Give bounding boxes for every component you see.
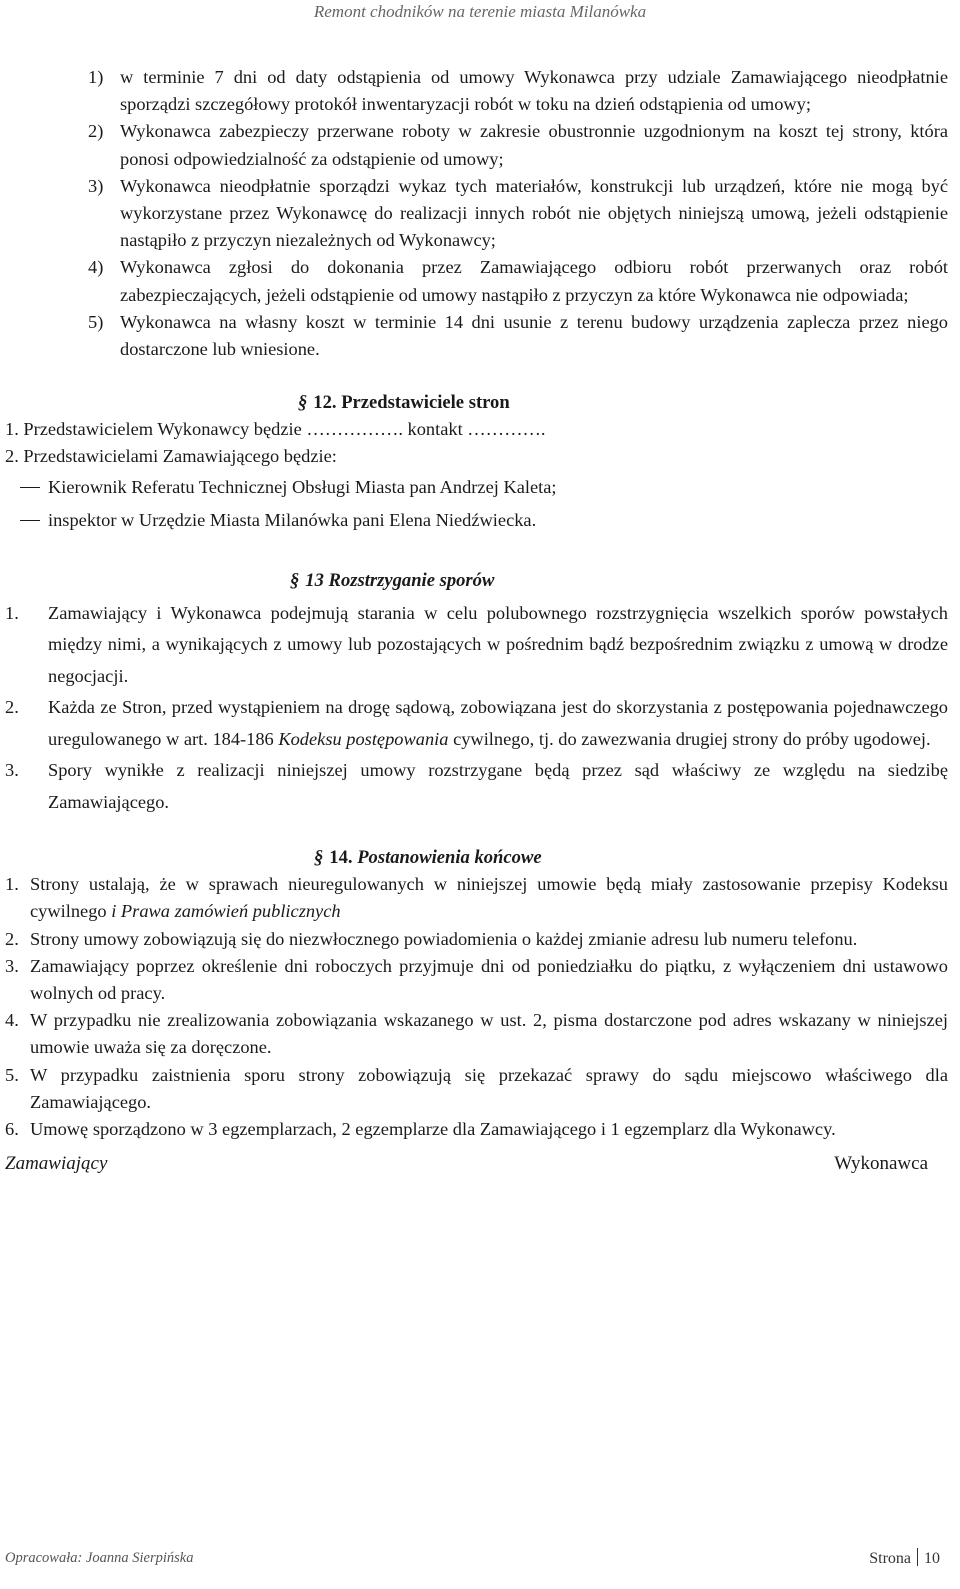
list-item [0,1007,948,1061]
page-number: 10 [924,1550,940,1567]
page-label: Strona [869,1550,911,1567]
list-item [0,755,948,818]
page-number-footer [869,1548,940,1568]
section-title: 12. Przedstawiciele stron [313,392,510,414]
employer-signature-label: Zamawiający [5,1153,108,1174]
list-item-text: Wykonawca zabezpieczy przerwane roboty w zakresie obustronnie uzgodnionym na koszt tej strony, która ponosi odpowiedzialność za odstąpienie od umowy; [120,121,948,169]
document-header: Remont chodników na terenie miasta Milanówka [313,2,647,21]
list-item-italic-text: i Prawa zamówień publicznych [111,901,341,922]
list-item-text: Wykonawca na własny koszt w terminie 14 dni usunie z terenu budowy urządzenia zaplecza przez niego dostarczone lub wniesione. [120,311,948,360]
section-title: Postanowienia końcowe [357,847,542,869]
dash-bullet [20,487,40,488]
list-item-italic-text: Kodeksu postępowania [278,728,449,749]
list-item-text-a: Każda ze Stron, przed wystąpieniem na drogę sądową, zobowiązana jest do skorzystania z postępowania pojednawczego uregulowanego w art. 184-186 [48,697,948,749]
section-sign: § [298,392,308,414]
list-item [88,173,948,255]
list-item-number: 1) [88,67,104,87]
list-item-text: Wykonawca nieodpłatnie sporządzi wykaz tych materiałów, konstrukcji lub urządzeń, które nie mogą być wykorzystane przez Wykonawcę do realizacji innych robót nie objętych niniejszą umową, jeżeli odstąpienie nastąpiło z przyczyn niezależnych od Wykonawcy; [120,175,948,251]
list-item [0,926,948,953]
list-item [0,598,948,693]
list-item-text: Wykonawca zgłosi do dokonania przez Zamawiającego odbioru robót przerwanych oraz robót zabezpieczających, jeżeli odstąpienie od umowy nastąpiło z przyczyn za które Wykonawca nie odpowiada; [120,257,948,305]
list-item-number: 5. [5,1064,19,1085]
list-item-number: 1. [5,602,19,623]
list-item [88,254,948,308]
dash-bullet [20,520,40,521]
list-item [88,118,948,172]
list-item-text: w terminie 7 dni od daty odstąpienia od umowy Wykonawca przy udziale Zamawiającego nieodpłatnie sporządzi szczegółowy protokół inwentaryzacji robót w toku na dzień odstąpienia od umowy; [120,67,948,115]
final-provisions-list [0,871,960,1143]
list-item-text: W przypadku nie zrealizowania zobowiązania wskazanego w ust. 2, pisma dostarczone pod adres wskazany w niniejszej umowie uważa się za doręczone. [30,1010,948,1058]
section-sign: § [290,569,300,591]
list-item-number: 5) [88,311,104,332]
list-item-number: 6. [5,1118,19,1139]
list-item-number: 2) [88,121,104,142]
page-separator [917,1548,918,1566]
withdrawal-obligations-list [0,64,960,363]
list-item-text: Spory wynikłe z realizacji niniejszej umowy rozstrzygane będą przez sąd właściwy ze względu na siedzibę Zamawiającego. [48,760,948,812]
list-item [0,953,948,1007]
contractor-representative-line: 1. Przedstawicielem Wykonawcy będzie ……………. kontakt …………. [5,419,546,440]
document-body [0,64,960,1143]
list-item-number: 3. [5,955,19,976]
footer-author: Opracowała: Joanna Sierpińska [5,1550,194,1566]
representative-item [0,504,960,537]
section-title-number: 14. [329,847,353,869]
list-item-text-a: Strony ustalają, że w sprawach nieuregulowanych w niniejszej umowie będą miały zastosowanie przepisy Kodeksu cywilnego [30,874,948,922]
list-item-number: 4. [5,1010,19,1031]
representative-text: inspektor w Urzędzie Miasta Milanówka pani Elena Niedźwiecka. [48,509,537,530]
contractor-signature-label: Wykonawca [834,1153,928,1174]
list-item-text: Umowę sporządzono w 3 egzemplarzach, 2 egzemplarze dla Zamawiającego i 1 egzemplarz dla Wykonawcy. [30,1118,836,1139]
list-item [88,309,948,363]
signatures-row [5,1153,928,1175]
disputes-list [0,598,960,819]
list-item-number: 2. [5,928,19,949]
section-13-heading [0,567,960,594]
employer-representatives-line: 2. Przedstawicielami Zamawiającego będzie: [5,446,337,467]
list-item-number: 4) [88,257,104,278]
list-item-text-b: cywilnego, tj. do zawezwania drugiej strony do próby ugodowej. [453,728,931,749]
section-title: 13 Rozstrzyganie sporów [305,569,495,591]
list-item-text: Zamawiający poprzez określenie dni roboczych przyjmuje dni od poniedziałku do piątku, z wyłączeniem dni ustawowo wolnych od pracy. [30,955,948,1003]
list-item [0,692,948,755]
list-item [0,871,948,925]
list-item-text: W przypadku zaistnienia sporu strony zobowiązują się przekazać sprawy do sądu miejscowo właściwego dla Zamawiającego. [30,1064,948,1112]
list-item-number: 3) [88,175,104,196]
section-12-heading [0,389,960,416]
list-item-text: Strony umowy zobowiązują się do niezwłocznego powiadomienia o każdej zmianie adresu lub numeru telefonu. [30,928,858,949]
list-item-text: Zamawiający i Wykonawca podejmują starania w celu polubownego rozstrzygnięcia wszelkich sporów powstałych między nimi, a wynikających z umowy lub pozostających w pośrednim bądź bezpośrednim związku z umową w drodze negocjacji. [48,602,948,686]
section-14-heading [0,844,960,871]
list-item [0,1062,948,1116]
list-item [88,64,948,118]
list-item-number: 1. [5,874,19,895]
representative-item [0,471,960,504]
list-item-number: 2. [5,697,19,718]
list-item [0,1116,948,1143]
section-sign: § [314,847,324,869]
list-item-number: 3. [5,760,19,781]
representative-text: Kierownik Referatu Technicznej Obsługi Miasta pan Andrzej Kaleta; [48,476,557,497]
